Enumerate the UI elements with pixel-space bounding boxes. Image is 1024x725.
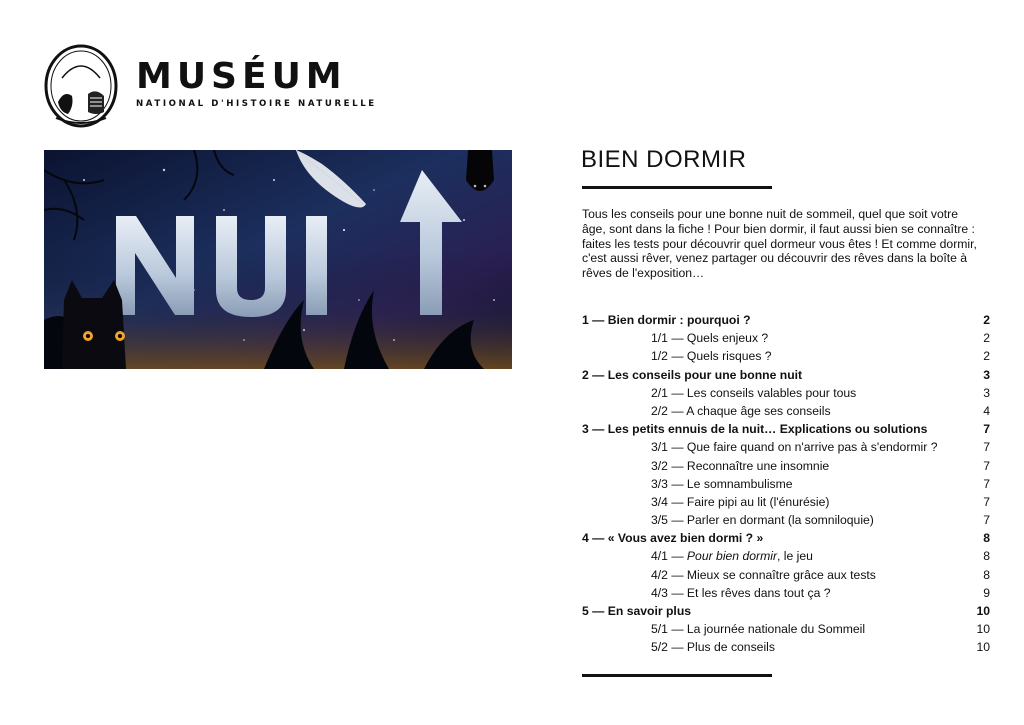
title-divider <box>582 186 772 189</box>
toc-subsection-entry[interactable] <box>582 621 990 639</box>
toc-entry-page-number: 7 <box>983 494 990 509</box>
toc-entry-page-number: 7 <box>983 422 990 437</box>
toc-entry-page-number: 8 <box>983 531 990 546</box>
toc-entry-label: 5/2 — Plus de conseils <box>651 640 775 655</box>
toc-entry-page-number: 10 <box>976 604 990 618</box>
toc-entry-label: 4 — « Vous avez bien dormi ? » <box>582 531 764 546</box>
toc-entry-label: 4/2 — Mieux se connaître grâce aux tests <box>651 567 876 582</box>
toc-entry-page-number: 3 <box>983 385 990 400</box>
toc-entry-label: 3/3 — Le somnambulisme <box>651 476 793 491</box>
toc-entry-label: 2/1 — Les conseils valables pour tous <box>651 385 857 400</box>
toc-entry-label: 2/2 — A chaque âge ses conseils <box>651 403 831 418</box>
toc-entry-label: 3/1 — Que faire quand on n'arrive pas à s'endormir ? <box>651 440 938 455</box>
toc-subsection-entry[interactable] <box>582 548 990 566</box>
toc-subsection-entry[interactable] <box>582 385 990 403</box>
toc-section-entry[interactable] <box>582 312 990 330</box>
table-of-contents <box>582 312 990 658</box>
toc-section-entry[interactable] <box>582 421 990 439</box>
toc-entry-page-number: 9 <box>983 585 990 600</box>
toc-entry-label: 3/5 — Parler en dormant (la somniloquie) <box>651 513 874 528</box>
toc-subsection-entry[interactable] <box>582 585 990 603</box>
toc-entry-label: 3/2 — Reconnaître une insomnie <box>651 458 830 473</box>
toc-section-entry[interactable] <box>582 530 990 548</box>
toc-entry-label: 1 — Bien dormir : pourquoi ? <box>582 313 751 327</box>
toc-entry-label: 4/3 — Et les rêves dans tout ça ? <box>651 585 831 600</box>
logo-subtitle: NATIONAL D'HISTOIRE NATURELLE <box>136 99 377 109</box>
toc-entry-page-number: 8 <box>983 549 990 564</box>
toc-section-entry[interactable] <box>582 367 990 385</box>
toc-entry-page-number: 7 <box>983 458 990 473</box>
toc-subsection-entry[interactable] <box>582 512 990 530</box>
toc-subsection-entry[interactable] <box>582 330 990 348</box>
bat-icon <box>466 150 494 191</box>
museum-logo-text <box>136 58 377 109</box>
toc-entry-label: 4/1 — Pour bien dormir, le jeu <box>651 549 813 564</box>
toc-entry-page-number: 10 <box>976 640 990 655</box>
intro-paragraph: Tous les conseils pour une bonne nuit de sommeil, quel que soit votre âge, sont dans la fiche ! Pour bien dormir, il faut aussi bien se connaître : faites les tests pour découvrir quel dormeur vous êtes ! Et comme dormir, c'est aussi rêver, venez partager ou découvrir des rêves dans la boîte à rêves de l'exposition… <box>582 207 977 281</box>
toc-entry-label: 2 — Les conseils pour une bonne nuit <box>582 367 803 382</box>
toc-entry-label: 5/1 — La journée nationale du Sommeil <box>651 622 866 637</box>
toc-entry-page-number: 2 <box>983 313 990 327</box>
toc-entry-label: 1/1 — Quels enjeux ? <box>651 331 769 346</box>
toc-entry-label: 1/2 — Quels risques ? <box>651 349 772 364</box>
toc-subsection-entry[interactable] <box>582 458 990 476</box>
toc-entry-page-number: 10 <box>976 622 990 637</box>
toc-subsection-entry[interactable] <box>582 494 990 512</box>
toc-entry-label: 3/4 — Faire pipi au lit (l'énurésie) <box>651 494 830 509</box>
toc-section-entry[interactable] <box>582 603 990 621</box>
toc-subsection-entry[interactable] <box>582 639 990 657</box>
bottom-divider <box>582 674 772 677</box>
toc-subsection-entry[interactable] <box>582 567 990 585</box>
toc-entry-page-number: 2 <box>983 349 990 364</box>
toc-entry-page-number: 7 <box>983 440 990 455</box>
toc-subsection-entry[interactable] <box>582 476 990 494</box>
toc-subsection-entry[interactable] <box>582 403 990 421</box>
logo-title: MUSÉUM <box>136 56 347 97</box>
toc-subsection-entry[interactable] <box>582 348 990 366</box>
toc-entry-page-number: 2 <box>983 331 990 346</box>
toc-entry-page-number: 8 <box>983 567 990 582</box>
toc-entry-page-number: 7 <box>983 513 990 528</box>
toc-entry-label: 5 — En savoir plus <box>582 604 692 618</box>
toc-subsection-entry[interactable] <box>582 439 990 457</box>
toc-entry-label: 3 — Les petits ennuis de la nuit… Explications ou solutions <box>582 422 928 437</box>
museum-seal-logo <box>44 44 118 128</box>
hero-nuit-image <box>44 150 512 369</box>
page-title: BIEN DORMIR <box>581 146 747 173</box>
toc-entry-page-number: 3 <box>983 367 990 382</box>
toc-entry-page-number: 7 <box>983 476 990 491</box>
toc-entry-page-number: 4 <box>983 403 990 418</box>
seal-icon <box>44 44 118 128</box>
